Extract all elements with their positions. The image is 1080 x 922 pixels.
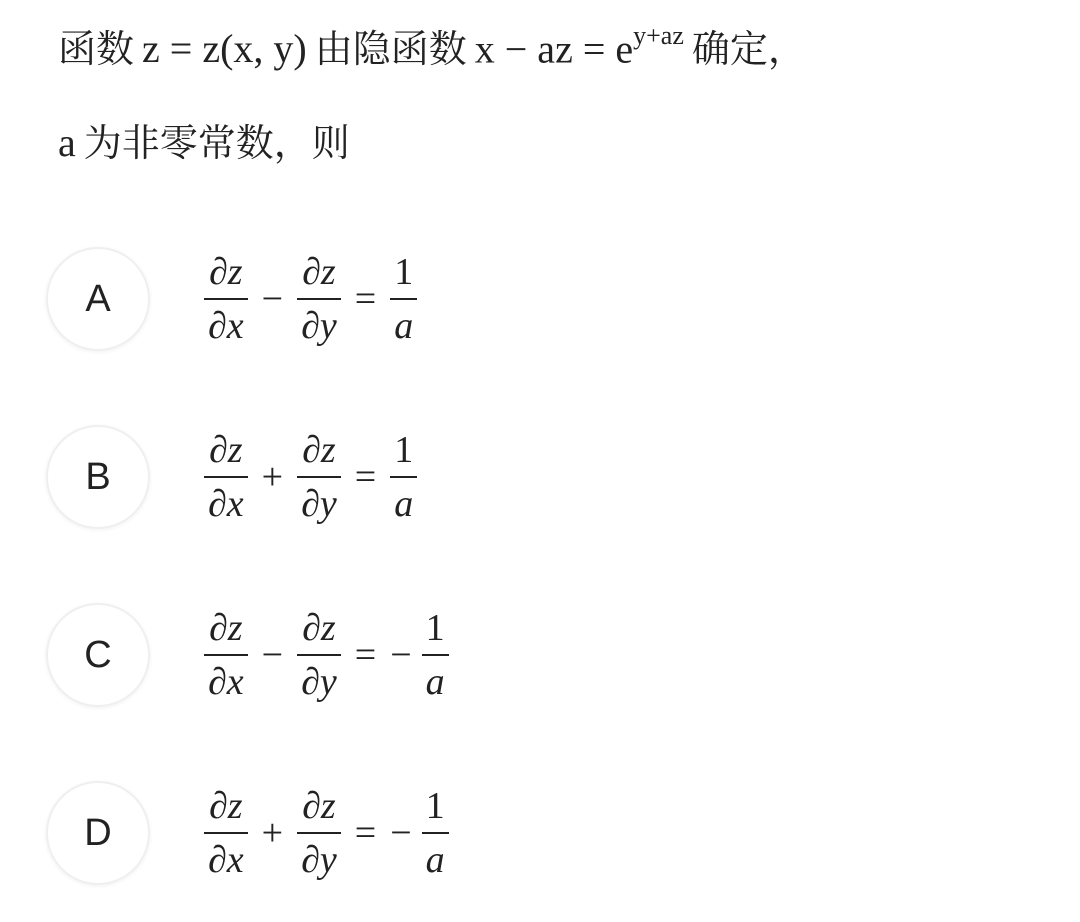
- option-b[interactable]: [46, 423, 449, 531]
- fraction-dz-dy: [297, 783, 341, 883]
- equals-sign: =: [354, 812, 377, 854]
- fraction-dz-dy: [297, 605, 341, 705]
- equals-sign: =: [354, 278, 377, 320]
- equals-sign: =: [354, 456, 377, 498]
- denominator: ∂y: [301, 839, 337, 881]
- numerator: ∂z: [302, 785, 336, 827]
- numerator: ∂z: [302, 429, 336, 471]
- fraction-bar: [422, 654, 449, 656]
- numerator: 1: [425, 607, 445, 649]
- fraction-bar: [422, 832, 449, 834]
- answer-options: [46, 245, 449, 887]
- fraction-1-a: [422, 605, 449, 705]
- numerator: ∂z: [209, 251, 243, 293]
- operator: +: [261, 456, 284, 498]
- operator: −: [261, 634, 284, 676]
- fraction-1-a: [390, 249, 417, 349]
- denominator: ∂y: [301, 483, 337, 525]
- minus-sign: −: [390, 812, 412, 854]
- numerator: 1: [394, 251, 414, 293]
- option-badge-b[interactable]: B: [46, 425, 150, 529]
- denominator: a: [425, 839, 445, 881]
- option-formula-b: [204, 427, 417, 527]
- fraction-dz-dx: [204, 249, 248, 349]
- fraction-bar: [297, 654, 341, 656]
- fraction-dz-dy: [297, 427, 341, 527]
- option-badge-a[interactable]: A: [46, 247, 150, 351]
- question-math-a: a: [58, 120, 76, 165]
- option-formula-d: [204, 783, 449, 883]
- minus-sign: −: [390, 634, 412, 676]
- fraction-1-a: [422, 783, 449, 883]
- option-d[interactable]: [46, 779, 449, 887]
- question-math-equation: [474, 20, 684, 72]
- fraction-bar: [297, 832, 341, 834]
- numerator: ∂z: [209, 607, 243, 649]
- question-line-1: [58, 18, 1048, 80]
- question-text-suffix: 确定，: [691, 27, 806, 71]
- question-text-condition: 为非零常数，则: [83, 121, 350, 165]
- question-text-middle: 由隐函数: [314, 27, 467, 71]
- fraction-bar: [297, 298, 341, 300]
- option-formula-c: [204, 605, 449, 705]
- fraction-bar: [204, 832, 248, 834]
- option-a[interactable]: [46, 245, 449, 353]
- fraction-bar: [204, 298, 248, 300]
- fraction-dz-dx: [204, 783, 248, 883]
- option-c[interactable]: [46, 601, 449, 709]
- question-math-function: z = z(x, y): [142, 26, 307, 71]
- option-formula-a: [204, 249, 417, 349]
- option-badge-d[interactable]: D: [46, 781, 150, 885]
- equation-base: x − az = e: [474, 26, 634, 71]
- fraction-dz-dx: [204, 427, 248, 527]
- denominator: ∂x: [208, 305, 244, 347]
- question-line-2: [58, 112, 1048, 174]
- numerator: ∂z: [302, 607, 336, 649]
- equation-exponent: y+az: [633, 20, 684, 50]
- denominator: a: [394, 483, 414, 525]
- operator: −: [261, 278, 284, 320]
- denominator: ∂y: [301, 661, 337, 703]
- fraction-bar: [204, 476, 248, 478]
- fraction-bar: [390, 476, 417, 478]
- question-stem: [58, 18, 1048, 174]
- numerator: ∂z: [209, 785, 243, 827]
- fraction-dz-dx: [204, 605, 248, 705]
- numerator: 1: [394, 429, 414, 471]
- operator: +: [261, 812, 284, 854]
- option-badge-c[interactable]: C: [46, 603, 150, 707]
- numerator: ∂z: [302, 251, 336, 293]
- question-text-prefix: 函数: [58, 27, 135, 71]
- numerator: 1: [425, 785, 445, 827]
- numerator: ∂z: [209, 429, 243, 471]
- equals-sign: =: [354, 634, 377, 676]
- fraction-bar: [204, 654, 248, 656]
- denominator: a: [394, 305, 414, 347]
- denominator: ∂x: [208, 661, 244, 703]
- denominator: ∂x: [208, 483, 244, 525]
- fraction-bar: [390, 298, 417, 300]
- denominator: ∂y: [301, 305, 337, 347]
- denominator: a: [425, 661, 445, 703]
- fraction-1-a: [390, 427, 417, 527]
- denominator: ∂x: [208, 839, 244, 881]
- fraction-bar: [297, 476, 341, 478]
- fraction-dz-dy: [297, 249, 341, 349]
